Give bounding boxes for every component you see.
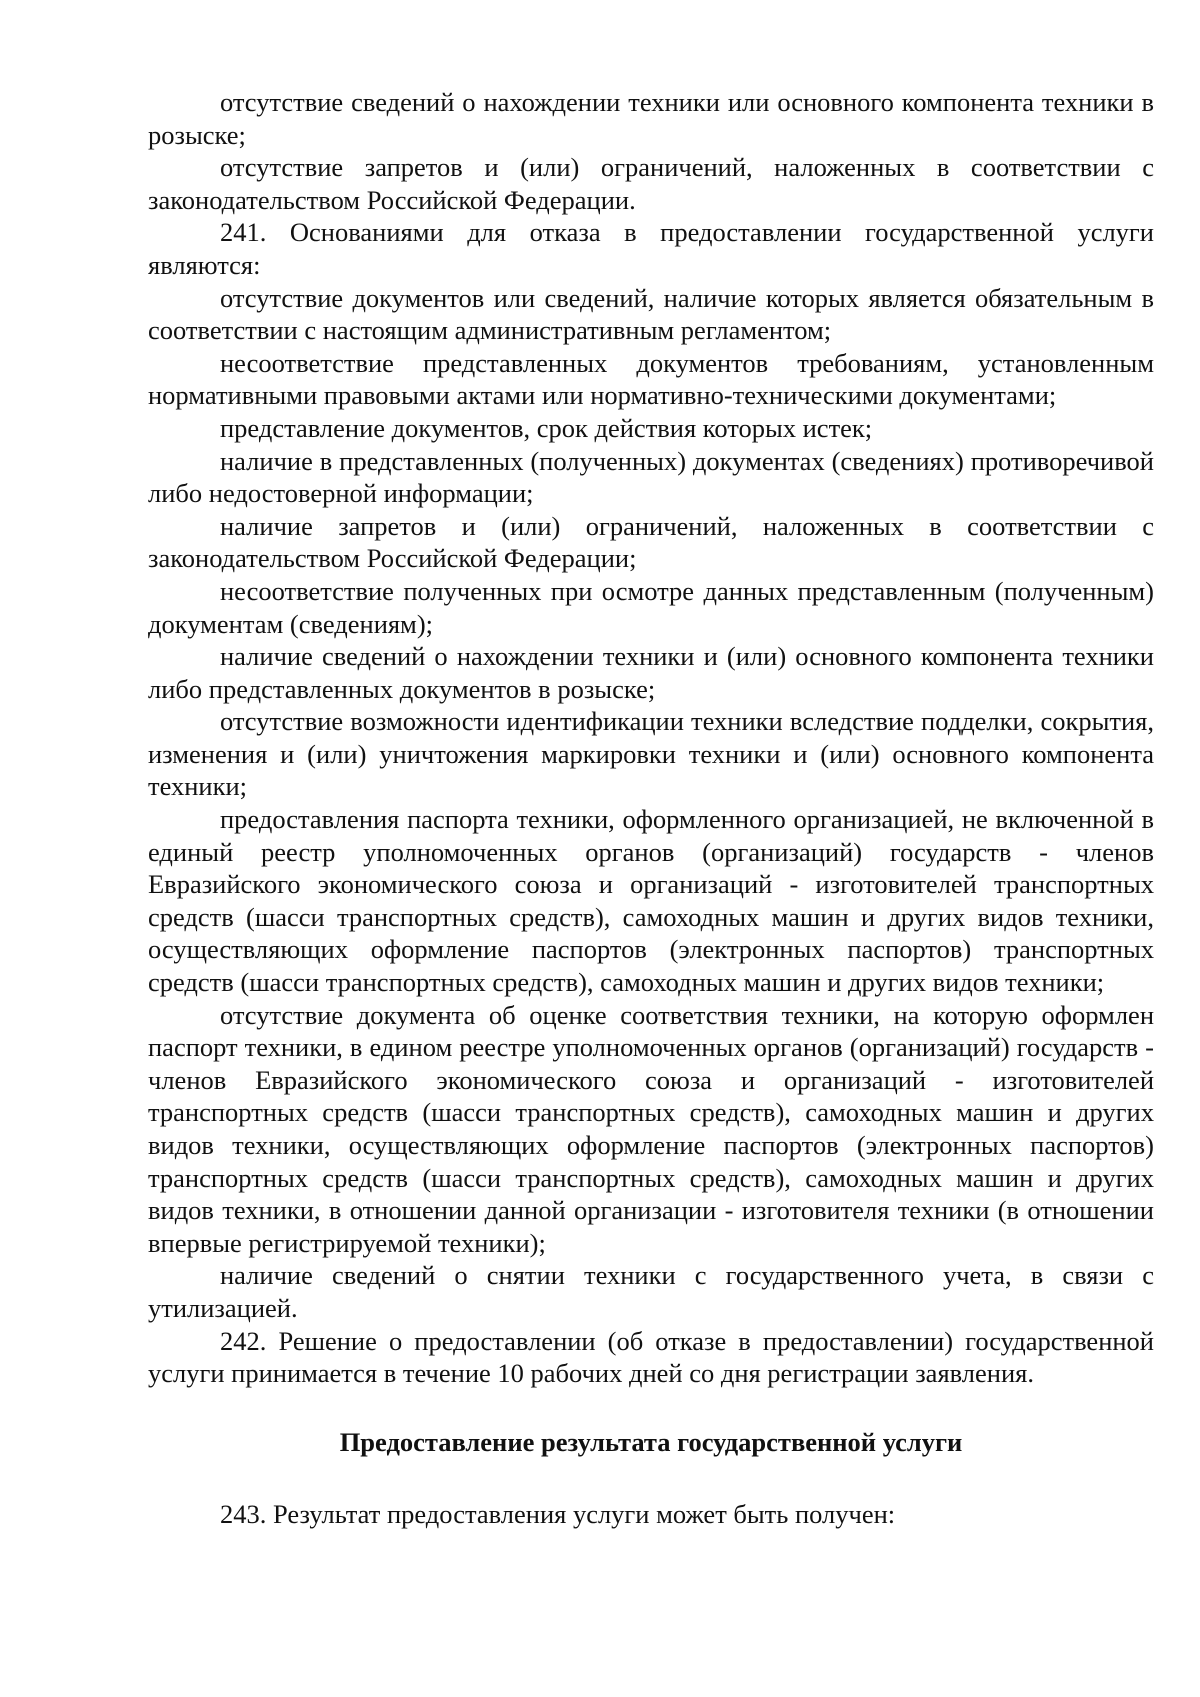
paragraph-nonconformity: несоответствие представленных документов требованиям, установленным нормативными правовыми актами или нормативно-техническими документами; [148,347,1154,411]
paragraph-242-decision: 242. Решение о предоставлении (об отказе в предоставлении) государственной услуги принимается в течение 10 рабочих дней со дня регистрации заявления. [148,1325,1154,1389]
paragraph-disposal: наличие сведений о снятии техники с государственного учета, в связи с утилизацией. [148,1260,1154,1323]
paragraph-contradictory-info: наличие в представленных (полученных) документах (сведениях) противоречивой либо недостоверной информации; [148,445,1154,509]
paragraph-243-result: 243. Результат предоставления услуги может быть получен: [220,1499,896,1530]
paragraph-241-grounds: 241. Основаниями для отказа в предоставлении государственной услуги являются: [148,217,1154,280]
paragraph-wanted-equipment: наличие сведений о нахождении техники и (или) основного компонента техники либо представленных документов в розыске; [148,641,1154,704]
paragraph-no-restrictions: отсутствие запретов и (или) ограничений, наложенных в соответствии с законодательством Российской Федерации. [148,152,1154,215]
document-body [148,86,1154,1531]
paragraph-search-status: отсутствие сведений о нахождении техники или основного компонента техники в розыске; [148,87,1154,150]
paragraph-passport-unregistered-org: предоставления паспорта техники, оформленного организацией, не включенной в единый реестр уполномоченных органов (организаций) государств - членов Евразийского экономического союза и организаций - изготовителей транспортных средств (шасси транспортных средств), самоходных машин и других видов техники, осуществляющих оформление паспортов (электронных паспортов) транспортных средств (шасси транспортных средств), самоходных машин и других видов техники; [148,804,1154,998]
paragraph-restrictions: наличие запретов и (или) ограничений, наложенных в соответствии с законодательством Российской Федерации; [148,510,1154,574]
paragraph-missing-documents: отсутствие документов или сведений, наличие которых является обязательным в соответствии с настоящим административным регламентом; [148,282,1154,346]
paragraph-identification-impossible: отсутствие возможности идентификации техники вследствие подделки, сокрытия, изменения и (или) уничтожения маркировки техники и (или) основного компонента техники; [148,706,1154,802]
section-heading: Предоставление результата государственной услуги [339,1426,963,1457]
paragraph-inspection-mismatch: несоответствие полученных при осмотре данных представленным (полученным) документам (сведениям); [148,575,1154,639]
paragraph-expired-documents: представление документов, срок действия которых истек; [220,412,873,443]
paragraph-missing-conformity-document: отсутствие документа об оценке соответствия техники, на которую оформлен паспорт техники, в едином реестре уполномоченных органов (организаций) государств - членов Евразийского экономического союза и организаций - изготовителей транспортных средств (шасси транспортных средств), самоходных машин и других видов техники, осуществляющих оформление паспортов (электронных паспортов) транспортных средств (шасси транспортных средств), самоходных машин и других видов техники, в отношении данной организации - изготовителя техники (в отношении впервые регистрируемой техники); [148,999,1154,1258]
